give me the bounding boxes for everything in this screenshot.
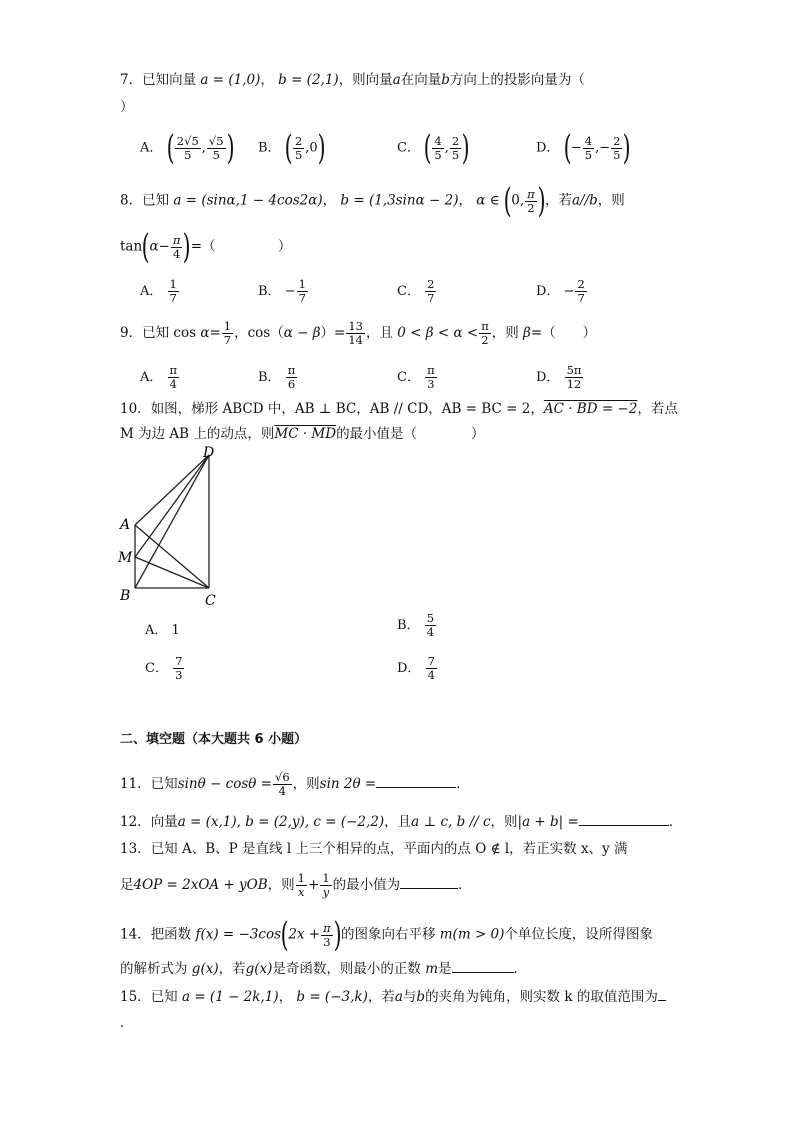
q9-option-b xyxy=(258,364,298,391)
option-label: D． xyxy=(536,140,560,156)
q10-stem xyxy=(120,400,678,418)
num: 13 xyxy=(348,319,363,333)
text: 与 xyxy=(402,989,417,1005)
den: 7 xyxy=(223,333,232,347)
q8-alpha-range: α ∈ xyxy=(476,192,500,209)
den: 2 xyxy=(527,200,535,215)
frac xyxy=(297,278,308,305)
den: 12 xyxy=(566,377,582,391)
num: √6 xyxy=(275,770,290,784)
paren: ( xyxy=(423,128,432,168)
q15-end: ． xyxy=(120,1015,134,1031)
q7-text: 在向量 xyxy=(400,72,442,88)
q14-stem-2 xyxy=(120,958,527,978)
num: 2 xyxy=(294,133,303,148)
option-label: B． xyxy=(258,370,281,385)
q9-number: 9． xyxy=(120,325,143,341)
frac xyxy=(611,135,622,162)
q8-number: 8． xyxy=(120,192,143,209)
text: 0, xyxy=(511,192,525,209)
q10-dot-product-1: AC · BD = −2 xyxy=(543,401,638,417)
q7-vector-b: b = (2,1) xyxy=(278,72,339,88)
text: 已知 xyxy=(150,776,178,792)
q7-text: ，则向量 xyxy=(338,72,393,88)
alpha: α xyxy=(200,325,210,341)
q8-vector-b: b = (1,3sinα − 2) xyxy=(340,192,459,209)
paren: ( xyxy=(141,227,150,267)
den: 7 xyxy=(577,291,585,305)
defs: a = (x,1), b = (2,y), c = (−2,2) xyxy=(177,814,385,830)
option-label: B． xyxy=(258,140,281,156)
q7-option-d: D． (− $\frac{4}{5}$ ,− $\frac{2}{5}$ ) xyxy=(536,128,632,168)
den: 4 xyxy=(169,377,177,391)
text: ． xyxy=(456,776,470,792)
q8-option-d: D． − $\frac{2}{7}$ xyxy=(536,277,585,305)
q12-stem xyxy=(120,811,682,831)
answer-blank[interactable] xyxy=(452,958,514,973)
label-B: B xyxy=(120,588,131,604)
den: 7 xyxy=(169,291,177,305)
den: 5 xyxy=(212,147,220,162)
frac xyxy=(425,612,436,639)
alpha-minus-beta: α − β xyxy=(283,325,321,341)
q13-stem-2 xyxy=(120,872,472,899)
frac xyxy=(583,135,594,162)
text: 的解析式为 xyxy=(120,961,188,977)
frac xyxy=(320,872,331,899)
text: ，则 xyxy=(267,877,295,893)
q10-stem-2 xyxy=(120,425,485,443)
paren: ) xyxy=(183,227,192,267)
text: ，则 xyxy=(597,192,625,209)
frac xyxy=(479,320,491,347)
text: M 为边 AB 上的动点，则 xyxy=(120,426,275,442)
q7-vector-a: a = (1,0) xyxy=(200,72,261,88)
num: π xyxy=(323,920,331,935)
option-label: A． xyxy=(140,140,163,156)
q7-text: 已知向量 xyxy=(142,72,197,88)
label-D: D xyxy=(203,445,215,461)
frac xyxy=(273,771,292,798)
q13-stem xyxy=(120,840,628,858)
text: 把函数 xyxy=(150,926,192,943)
num: 1 xyxy=(298,277,306,291)
q7-option-b xyxy=(258,128,326,168)
den: 3 xyxy=(323,934,331,949)
den: 14 xyxy=(348,333,363,347)
frac xyxy=(222,320,233,347)
paren: ) xyxy=(226,128,235,168)
text: 已知 A、B、P 是直线 l 上三个相异的点，平面内的点 O ∉ l，若正实数 x、y 满 xyxy=(150,841,628,857)
text: ，若 xyxy=(367,989,395,1005)
text: ）= xyxy=(320,325,346,341)
option-label: A． xyxy=(140,284,163,299)
den: x xyxy=(298,885,305,899)
den: 4 xyxy=(172,246,181,261)
q8-parallel: a//b xyxy=(571,192,598,209)
text: ，且 xyxy=(384,814,412,830)
text: 的图象向右平移 xyxy=(340,926,436,943)
num: π xyxy=(169,363,178,377)
frac xyxy=(426,655,437,682)
q9-stem xyxy=(120,320,596,347)
paren: ( xyxy=(563,128,572,168)
paren: ( xyxy=(166,128,175,168)
text: α− xyxy=(149,238,170,255)
frac xyxy=(171,234,183,261)
frac xyxy=(175,135,201,162)
text: =（ ） xyxy=(530,325,597,341)
frac xyxy=(168,278,179,305)
option-label: D． xyxy=(536,370,560,385)
option-label: C． xyxy=(397,140,420,156)
eq: 4OP = 2xOA + yOB xyxy=(133,877,268,893)
paren: ( xyxy=(284,128,293,168)
beta: β xyxy=(523,325,531,341)
option-label: C． xyxy=(397,284,420,299)
q7-option-a: A． ( $\frac{2√5}{5}$ , $\frac{√5}{5}$ ) xyxy=(140,128,235,168)
vector-b: b = (−3,k) xyxy=(296,989,368,1005)
num: 2 xyxy=(577,277,585,291)
den: 5 xyxy=(434,147,442,162)
frac xyxy=(321,922,333,949)
trapezoid-figure xyxy=(115,445,225,610)
den: 4 xyxy=(427,668,435,682)
text: ，则 xyxy=(490,814,518,830)
text: 足 xyxy=(120,877,134,893)
section-heading: 二、填空题（本大题共 6 小题） xyxy=(120,732,308,747)
text: 已知 xyxy=(150,989,178,1005)
q15-stem: 15．已知 a = (1 − 2k,1)， b = (−3,k)，若a与b的夹角为钝角，则实数 k 的取值范围为 xyxy=(120,986,666,1006)
q13-number: 13． xyxy=(120,841,151,857)
func: f(x) = −3cos xyxy=(195,926,282,943)
text: ） xyxy=(277,238,292,255)
den: 4 xyxy=(278,784,286,798)
text: =（ xyxy=(190,238,216,255)
diagonal-AC xyxy=(135,525,209,588)
frac xyxy=(450,135,461,162)
text: 是奇函数，则最小的正数 xyxy=(272,961,421,977)
q8-option-b: B． − $\frac{1}{7}$ xyxy=(258,277,306,305)
den: 2 xyxy=(481,333,489,347)
frac xyxy=(293,135,304,162)
paren: ) xyxy=(317,128,326,168)
q7-b-symbol: b xyxy=(441,72,450,88)
text: = xyxy=(209,325,221,341)
num: π xyxy=(172,232,181,247)
frac xyxy=(286,364,298,391)
q12-number: 12． xyxy=(120,814,151,830)
q8-stem: 8．已知 a = (sinα,1 − 4cos2α)， b = (1,3sinα − 2)， α ∈ (0, $\frac{\pi}{2}$ )，若a//b，则 xyxy=(120,181,625,221)
option-label: B． xyxy=(258,284,281,299)
den: y xyxy=(322,885,330,899)
paren: ( xyxy=(280,915,289,955)
paren: ) xyxy=(333,915,342,955)
answer-blank[interactable] xyxy=(579,811,669,826)
q14-stem xyxy=(120,915,653,955)
segment-MC xyxy=(135,557,209,588)
cond: a ⊥ c, b // c xyxy=(411,814,491,830)
ask: |a + b| = xyxy=(517,814,579,830)
label-A: A xyxy=(120,517,131,533)
a-symbol: a xyxy=(394,989,403,1005)
option-label: D． xyxy=(536,284,560,299)
text: ,0 xyxy=(305,140,318,156)
den: 5 xyxy=(613,147,621,162)
answer-blank[interactable] xyxy=(376,773,456,788)
ask: sin 2θ = xyxy=(319,776,377,792)
m: m(m > 0) xyxy=(439,926,505,943)
text: 的最小值是（ ） xyxy=(336,426,485,442)
num: 1 xyxy=(297,871,305,885)
inner: 2x + xyxy=(288,926,321,943)
num: 2 xyxy=(613,133,621,148)
frac xyxy=(207,135,226,162)
text: 是 xyxy=(438,961,452,977)
option-label: A． xyxy=(140,370,163,385)
vector-a: a = (1 − 2k,1) xyxy=(181,989,279,1005)
q8-option-a xyxy=(140,278,180,305)
option-label: C． xyxy=(397,370,420,385)
segment-MD xyxy=(135,455,209,557)
paren: ) xyxy=(537,181,546,221)
inequality: 0 < β < α < xyxy=(397,325,479,341)
edge-AD xyxy=(135,455,209,525)
q10-option-d xyxy=(397,655,438,682)
q11-stem xyxy=(120,771,470,798)
num: 2 xyxy=(427,277,435,291)
frac xyxy=(432,135,443,162)
q7-a-symbol: a xyxy=(392,72,401,88)
num: π xyxy=(287,363,296,377)
text: ． xyxy=(458,877,472,893)
text: 如图，梯形 ABCD 中，AB ⊥ BC，AB // CD，AB = BC = 2， xyxy=(150,401,544,417)
num: 5π xyxy=(566,363,582,377)
frac xyxy=(173,655,184,682)
q10-option-b xyxy=(397,612,437,639)
q8-option-c xyxy=(397,278,437,305)
paren: ( xyxy=(503,181,512,221)
q7-text: 方向上的投影向量为（ xyxy=(449,72,585,88)
den: 5 xyxy=(184,147,192,162)
label-M: M xyxy=(118,550,133,566)
answer-blank[interactable] xyxy=(400,874,458,889)
expr: sinθ − cosθ = xyxy=(177,776,272,792)
num: 4 xyxy=(584,133,593,148)
q7-number: 7． xyxy=(120,72,143,88)
q7-close-paren: ） xyxy=(120,99,134,115)
num: 1 xyxy=(322,871,330,885)
option-label: D． xyxy=(397,661,421,676)
q7-stem: 7．已知向量 a = (1,0)， b = (2,1)，则向量a在向量b方向上的投影向量为（ xyxy=(120,72,585,88)
num: 5 xyxy=(426,611,435,625)
num: 7 xyxy=(427,654,435,668)
text: ，若点 xyxy=(637,401,678,417)
frac xyxy=(575,278,586,305)
frac xyxy=(296,872,307,899)
q9-option-a xyxy=(140,364,180,391)
num: π xyxy=(427,363,435,377)
q10-option-a xyxy=(145,622,180,640)
text: 的最小值为 xyxy=(332,877,401,893)
frac xyxy=(168,364,180,391)
option-label: B． xyxy=(397,618,420,633)
q15-number: 15． xyxy=(120,989,151,1005)
frac xyxy=(425,364,437,391)
q10-dot-product-2: MC · MD xyxy=(274,426,337,442)
text: 已知 cos xyxy=(142,325,197,341)
den: 5 xyxy=(294,147,303,162)
answer-blank[interactable] xyxy=(658,986,666,1001)
q9-option-c xyxy=(397,364,438,391)
num: 1 xyxy=(223,319,232,333)
text: ，若 xyxy=(218,961,246,977)
q8-vector-a: a = (sinα,1 − 4cos2α) xyxy=(173,192,323,209)
text: ，cos（ xyxy=(234,325,284,341)
paren: ) xyxy=(623,128,632,168)
b-symbol: b xyxy=(416,989,426,1005)
option-label: C． xyxy=(145,661,168,676)
option-label: A． xyxy=(145,623,168,638)
text: 个单位长度，设所得图象 xyxy=(504,926,653,943)
text: ，若 xyxy=(544,192,572,209)
den: 4 xyxy=(426,625,435,639)
num: 4 xyxy=(434,133,442,148)
value: 1 xyxy=(171,623,180,638)
m: m xyxy=(425,961,438,977)
text: ． xyxy=(668,814,683,830)
num: 7 xyxy=(175,654,183,668)
label-C: C xyxy=(205,593,216,609)
text: ，且 xyxy=(365,325,393,341)
num: 2 xyxy=(451,133,460,148)
den: 7 xyxy=(298,291,306,305)
text: 向量 xyxy=(150,814,178,830)
num: 1 xyxy=(169,277,177,291)
q9-option-d xyxy=(536,364,584,391)
q11-number: 11． xyxy=(120,776,151,792)
num: π xyxy=(527,186,535,201)
den: 3 xyxy=(427,377,435,391)
q7-option-c: C． ( $\frac{4}{5}$ , $\frac{2}{5}$ ) xyxy=(397,128,470,168)
text: ，则 xyxy=(292,776,320,792)
q10-option-c xyxy=(145,655,185,682)
frac xyxy=(425,278,436,305)
g: g(x) xyxy=(191,961,219,977)
text: ，则 xyxy=(491,325,519,341)
q14-number: 14． xyxy=(120,926,151,943)
text: + xyxy=(308,877,320,893)
paren: ) xyxy=(461,128,470,168)
den: 3 xyxy=(175,668,183,682)
text: 的夹角为钝角，则实数 k 的取值范围为 xyxy=(425,989,658,1005)
num: π xyxy=(481,319,489,333)
den: 5 xyxy=(584,147,593,162)
frac xyxy=(565,364,584,391)
q8-stem-2 xyxy=(120,227,292,267)
q10-number: 10． xyxy=(120,401,151,417)
num: 2√5 xyxy=(176,133,199,148)
frac xyxy=(525,188,537,215)
text: 已知 xyxy=(142,192,170,209)
text: tan xyxy=(120,238,143,255)
den: 5 xyxy=(451,147,460,162)
frac xyxy=(346,320,365,347)
diagonal-BD xyxy=(135,455,209,588)
num: √5 xyxy=(208,133,224,148)
text: ． xyxy=(513,961,527,977)
den: 6 xyxy=(287,377,296,391)
den: 7 xyxy=(427,291,435,305)
g: g(x) xyxy=(245,961,273,977)
